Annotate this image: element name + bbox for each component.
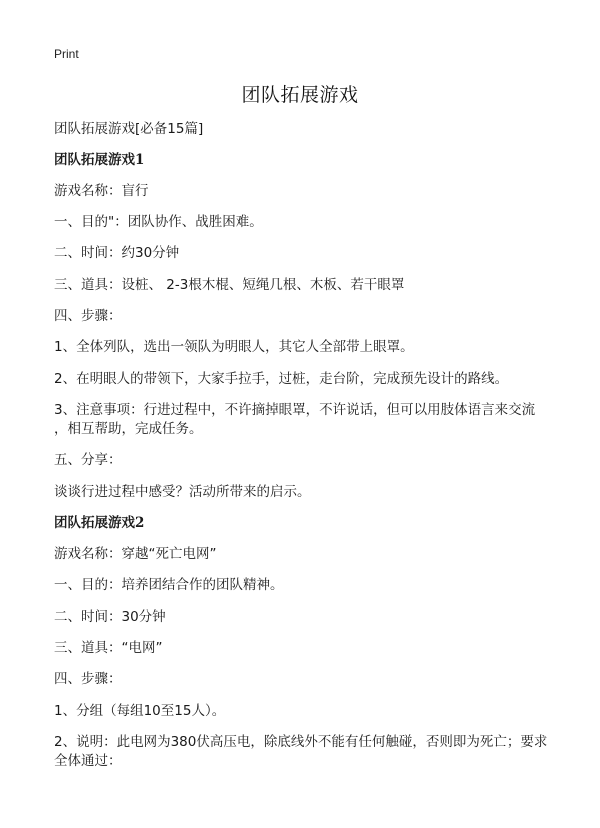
game1-props: 三、道具：设桩、 2-3根木棍、短绳几根、木板、若干眼罩 [54, 277, 405, 293]
game2-step1: 1、分组（每组10至15人）。 [54, 703, 226, 719]
game2-step2-line2: 全体通过： [54, 753, 122, 769]
game2-steps-label: 四、步骤： [54, 671, 122, 687]
game2-heading: 团队拓展游戏2 [54, 515, 145, 531]
game1-goal: 一、目的"：团队协作、战胜困难。 [54, 214, 263, 230]
document-subtitle: 团队拓展游戏[必备15篇] [54, 121, 204, 137]
game2-step2-line1: 2、说明：此电网为380伏高压电，除底线外不能有任何触碰，否则即为死亡；要求 [54, 734, 548, 750]
game1-step2: 2、在明眼人的带领下，大家手拉手，过桩，走台阶，完成预先设计的路线。 [54, 371, 509, 387]
game1-name: 游戏名称：盲行 [54, 183, 149, 199]
game1-share-label: 五、分享： [54, 452, 122, 468]
game1-step3-line1: 3、注意事项：行进过程中，不许摘掉眼罩，不许说话，但可以用肢体语言来交流 [54, 402, 536, 418]
game1-step1: 1、全体列队，选出一领队为明眼人，其它人全部带上眼罩。 [54, 339, 414, 355]
game2-name: 游戏名称：穿越“死亡电网” [54, 546, 217, 562]
game1-time: 二、时间：约30分钟 [54, 245, 180, 261]
game2-goal: 一、目的：培养团结合作的团队精神。 [54, 577, 284, 593]
game2-props: 三、道具：“电网” [54, 640, 163, 656]
game1-heading: 团队拓展游戏1 [54, 152, 145, 168]
game1-step3-line2: ，相互帮助，完成任务。 [54, 421, 203, 437]
game1-share-text: 谈谈行进过程中感受？活动所带来的启示。 [54, 484, 311, 500]
game2-time: 二、时间：30分钟 [54, 609, 166, 625]
print-label: Print [54, 47, 79, 61]
document-title: 团队拓展游戏 [241, 84, 359, 106]
game1-steps-label: 四、步骤： [54, 308, 122, 324]
